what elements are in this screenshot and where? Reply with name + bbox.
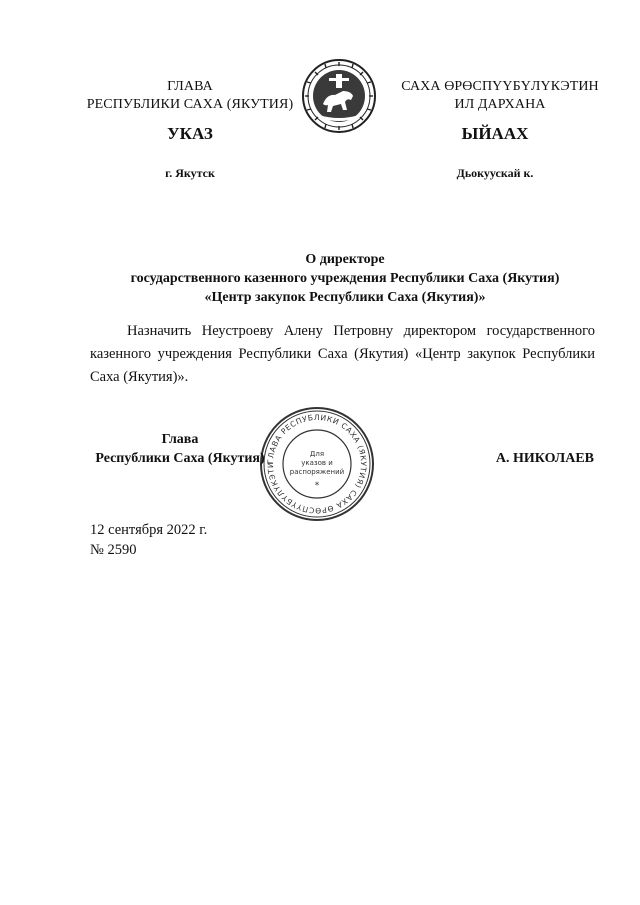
city-left: г. Якутск xyxy=(165,166,215,180)
header-left-line1: ГЛАВА xyxy=(167,79,213,94)
signatory-name: А. НИКОЛАЕВ xyxy=(495,451,594,466)
header-right-line2: ИЛ ДАРХАНА xyxy=(454,97,546,112)
subject-line2: государственного казенного учреждения Республики Саха (Якутия) xyxy=(130,271,560,286)
header-left-line2: РЕСПУБЛИКИ САХА (ЯКУТИЯ) xyxy=(86,97,294,112)
header-right xyxy=(380,78,620,114)
body-paragraph: Назначить Неустроеву Алену Петровну директором государственного казенного учреждения Республики Саха (Якутия) «Центр закупок Республики Саха (Якутия)». xyxy=(90,323,595,385)
signature-position-line2: Республики Саха (Якутия) xyxy=(95,451,265,466)
header-left xyxy=(70,78,310,114)
subject-line1: О директоре xyxy=(305,252,385,267)
seal-ring-text: ГЛАВА РЕСПУБЛИКИ САХА (ЯКУТИЯ) САХА ӨРӨСПҮҮБҮЛҮКЭТИ xyxy=(265,412,369,516)
document-number: № 2590 xyxy=(90,542,137,558)
svg-text:*: * xyxy=(314,481,320,491)
seal-center-line2: указов и xyxy=(301,459,333,467)
seal-center-line1: Для xyxy=(309,450,325,458)
signature-position-line1: Глава xyxy=(161,432,199,447)
seal-center-line3: распоряжений xyxy=(289,468,345,476)
coat-of-arms-emblem-icon xyxy=(301,58,377,134)
signature-position xyxy=(90,430,270,468)
document-subject xyxy=(90,250,600,307)
title-ukaz: УКАЗ xyxy=(167,124,213,143)
city-right: Дьокуускай к. xyxy=(456,166,534,180)
document-footer xyxy=(90,520,207,560)
header-right-line1: САХА ӨРӨСПҮҮБҮЛҮКЭТИН xyxy=(401,79,599,94)
official-seal-stamp xyxy=(258,405,376,523)
title-yiaakh: ЫЙААХ xyxy=(461,124,529,143)
subject-line3: «Центр закупок Республики Саха (Якутия)» xyxy=(204,290,486,305)
document-date: 12 сентября 2022 г. xyxy=(90,522,208,538)
